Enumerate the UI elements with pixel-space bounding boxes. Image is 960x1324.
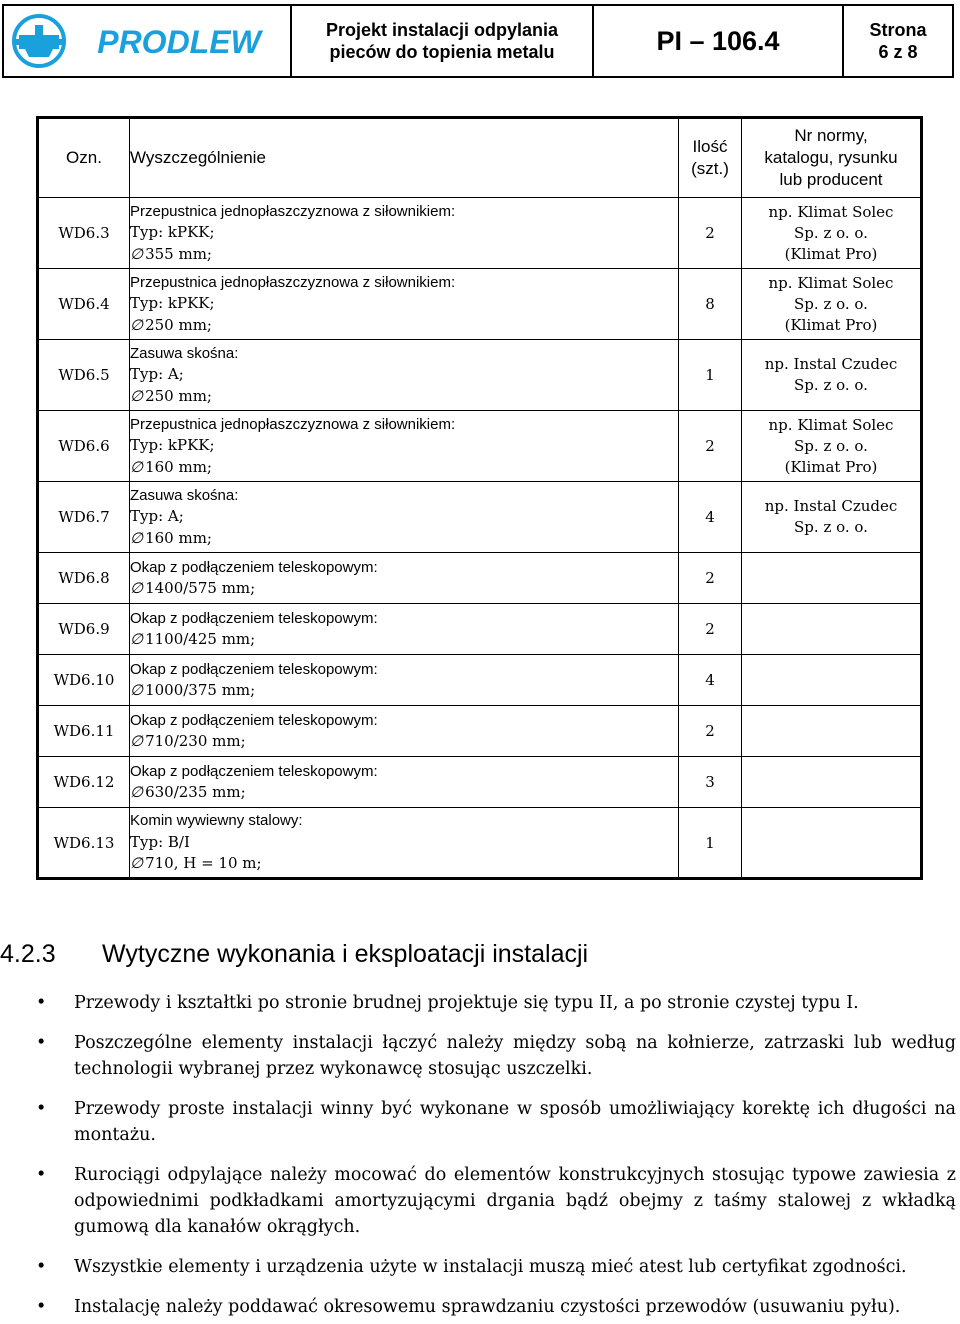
project-title-line2: pieców do topienia metalu — [329, 42, 555, 62]
item-dimension — [130, 528, 678, 550]
row-quantity: 4 — [679, 655, 742, 706]
list-item — [36, 1096, 956, 1148]
row-designation: WD6.6 — [38, 411, 130, 482]
producer-line: Sp. z o. o. — [794, 436, 868, 455]
row-producer — [742, 553, 922, 604]
section-number: 4.2.3 — [0, 940, 56, 968]
row-description — [130, 411, 679, 482]
diameter-symbol-icon: ∅ — [130, 386, 144, 405]
item-name: Przepustnica jednopłaszczyznowa z siłownikiem: — [130, 415, 456, 433]
list-item-text: Przewody i kształtki po stronie brudnej projektuje się typu II, a po stronie czystej typu I. — [74, 993, 859, 1013]
item-name: Okap z podłączeniem teleskopowym: — [130, 711, 378, 729]
producer-line: np. Instal Czudec — [764, 497, 898, 515]
row-quantity: 8 — [679, 269, 742, 340]
item-dimension — [130, 315, 678, 337]
producer-line: np. Klimat Solec — [768, 273, 894, 292]
row-description — [130, 655, 679, 706]
item-name: Okap z podłączeniem teleskopowym: — [130, 609, 378, 627]
item-name: Komin wywiewny stalowy: — [130, 812, 303, 830]
header-quantity-line2: (szt.) — [691, 159, 729, 178]
row-designation: WD6.5 — [38, 340, 130, 411]
list-item — [36, 1294, 956, 1320]
diameter-symbol-icon: ∅ — [130, 579, 144, 597]
row-designation: WD6.9 — [38, 604, 130, 655]
diameter-symbol-icon: ∅ — [130, 528, 144, 547]
bullet-dot-icon: • — [36, 1033, 47, 1053]
item-type: Typ: A; — [130, 365, 184, 384]
row-quantity: 1 — [679, 340, 742, 411]
row-designation: WD6.7 — [38, 482, 130, 553]
producer-line: (Klimat Pro) — [784, 244, 878, 263]
item-dimension-value: 1000/375 mm; — [145, 681, 256, 699]
row-quantity: 3 — [679, 757, 742, 808]
row-designation: WD6.12 — [38, 757, 130, 808]
table-row — [38, 411, 922, 482]
producer-line: Sp. z o. o. — [794, 518, 868, 536]
diameter-symbol-icon: ∅ — [130, 732, 144, 750]
item-dimension-value: 1100/425 mm; — [145, 630, 256, 648]
table-row — [38, 269, 922, 340]
row-description — [130, 757, 679, 808]
item-dimension — [130, 244, 678, 266]
row-quantity: 2 — [679, 198, 742, 269]
prodlew-logo-icon — [7, 11, 287, 71]
page-label: Strona — [869, 20, 927, 40]
project-title-cell — [292, 6, 594, 76]
row-quantity: 4 — [679, 482, 742, 553]
item-type: Typ: A; — [130, 507, 184, 526]
row-description — [130, 553, 679, 604]
header-ozn: Ozn. — [38, 118, 130, 198]
specification-table — [36, 116, 923, 880]
bullet-dot-icon: • — [36, 993, 47, 1013]
item-dimension-value: 710, H = 10 m; — [145, 854, 262, 873]
item-name: Zasuwa skośna: — [130, 344, 239, 362]
table-row — [38, 482, 922, 553]
item-type: Typ: kPKK; — [130, 436, 215, 455]
row-designation: WD6.3 — [38, 198, 130, 269]
item-dimension — [130, 731, 678, 753]
row-producer — [742, 340, 922, 411]
row-producer — [742, 411, 922, 482]
item-dimension-value: 355 mm; — [145, 244, 212, 263]
diameter-symbol-icon: ∅ — [130, 315, 144, 334]
producer-line: Sp. z o. o. — [794, 376, 868, 394]
item-dimension-value: 160 mm; — [145, 528, 212, 547]
item-dimension — [130, 457, 678, 479]
item-dimension — [130, 853, 678, 875]
guidelines-list — [36, 990, 956, 1320]
row-producer — [742, 808, 922, 879]
row-description — [130, 269, 679, 340]
list-item-text: Instalację należy poddawać okresowemu sprawdzaniu czystości przewodów (usuwaniu pyłu). — [74, 1297, 901, 1317]
row-producer — [742, 706, 922, 757]
producer-line: np. Klimat Solec — [768, 202, 894, 221]
producer-line: Sp. z o. o. — [794, 223, 868, 242]
row-quantity: 2 — [679, 411, 742, 482]
row-producer — [742, 198, 922, 269]
header-description: Wyszczególnienie — [130, 118, 679, 198]
item-dimension-value: 160 mm; — [145, 457, 212, 476]
row-quantity: 1 — [679, 808, 742, 879]
list-item — [36, 990, 956, 1016]
diameter-symbol-icon: ∅ — [130, 681, 144, 699]
diameter-symbol-icon: ∅ — [130, 244, 144, 263]
table-row — [38, 604, 922, 655]
row-description — [130, 604, 679, 655]
bullet-dot-icon: • — [36, 1297, 47, 1317]
row-description — [130, 706, 679, 757]
item-dimension — [130, 578, 678, 600]
item-dimension-value: 710/230 mm; — [145, 732, 246, 750]
row-description — [130, 808, 679, 879]
row-designation: WD6.10 — [38, 655, 130, 706]
item-dimension — [130, 386, 678, 408]
header-quantity-line1: Ilość — [692, 137, 728, 156]
item-dimension-value: 1400/575 mm; — [145, 579, 256, 597]
section-title: Wytyczne wykonania i eksploatacji instalacji — [102, 940, 589, 968]
header-quantity — [679, 118, 742, 198]
row-quantity: 2 — [679, 706, 742, 757]
list-item — [36, 1030, 956, 1082]
logo-text: PRODLEW — [97, 24, 261, 60]
row-producer — [742, 655, 922, 706]
row-producer — [742, 604, 922, 655]
row-description — [130, 340, 679, 411]
page-value: 6 z 8 — [878, 42, 918, 62]
document-header — [2, 4, 954, 78]
item-type: Typ: B/I — [130, 832, 190, 851]
diameter-symbol-icon: ∅ — [130, 630, 144, 648]
list-item-text: Przewody proste instalacji winny być wykonane w sposób umożliwiający korektę ich długości na montażu. — [74, 1099, 956, 1145]
table-row — [38, 553, 922, 604]
bullet-dot-icon: • — [36, 1257, 47, 1277]
list-item — [36, 1162, 956, 1240]
producer-line: np. Klimat Solec — [768, 415, 894, 434]
bullet-dot-icon: • — [36, 1099, 47, 1119]
header-norm-line2: katalogu, rysunku — [764, 148, 898, 167]
row-designation: WD6.4 — [38, 269, 130, 340]
row-producer — [742, 482, 922, 553]
item-name: Okap z podłączeniem teleskopowym: — [130, 660, 378, 678]
item-name: Okap z podłączeniem teleskopowym: — [130, 558, 378, 576]
row-designation: WD6.11 — [38, 706, 130, 757]
producer-line: (Klimat Pro) — [784, 457, 878, 476]
header-norm-line1: Nr normy, — [794, 126, 868, 145]
item-name: Zasuwa skośna: — [130, 486, 239, 504]
item-dimension-value: 250 mm; — [145, 315, 212, 334]
row-description — [130, 482, 679, 553]
list-item-text: Poszczególne elementy instalacji łączyć należy między sobą na kołnierze, zatrzaski lub według technologii wybranej przez wykonawcę stosując uszczelki. — [74, 1033, 956, 1079]
table-row — [38, 655, 922, 706]
row-quantity: 2 — [679, 553, 742, 604]
item-dimension-value: 630/235 mm; — [145, 783, 246, 801]
bullet-dot-icon: • — [36, 1165, 47, 1185]
row-description — [130, 198, 679, 269]
table-row — [38, 808, 922, 879]
list-item-text: Wszystkie elementy i urządzenia użyte w instalacji muszą mieć atest lub certyfikat zgodności. — [74, 1257, 907, 1277]
producer-line: Sp. z o. o. — [794, 294, 868, 313]
item-type: Typ: kPKK; — [130, 294, 215, 313]
table-row — [38, 706, 922, 757]
table-row — [38, 757, 922, 808]
diameter-symbol-icon: ∅ — [130, 854, 144, 873]
item-name: Okap z podłączeniem teleskopowym: — [130, 762, 378, 780]
row-designation: WD6.13 — [38, 808, 130, 879]
item-dimension — [130, 680, 678, 702]
row-designation: WD6.8 — [38, 553, 130, 604]
header-norm — [742, 118, 922, 198]
item-dimension — [130, 629, 678, 651]
producer-line: (Klimat Pro) — [784, 315, 878, 334]
list-item — [36, 1254, 956, 1280]
diameter-symbol-icon: ∅ — [130, 457, 144, 476]
row-quantity: 2 — [679, 604, 742, 655]
row-producer — [742, 269, 922, 340]
item-name: Przepustnica jednopłaszczyznowa z siłownikiem: — [130, 273, 456, 291]
item-dimension-value: 250 mm; — [145, 386, 212, 405]
item-name: Przepustnica jednopłaszczyznowa z siłownikiem: — [130, 202, 456, 220]
list-item-text: Rurociągi odpylające należy mocować do elementów konstrukcyjnych stosując typowe zawiesia z odpowiednimi podkładkami amortyzującymi drgania bądź obejmy z taśmy stalowej z wkładką gumową dla kanałów okrągłych. — [74, 1165, 956, 1237]
table-header-row — [38, 118, 922, 198]
producer-line: np. Instal Czudec — [764, 355, 898, 373]
diameter-symbol-icon: ∅ — [130, 783, 144, 801]
document-code: PI – 106.4 — [594, 6, 844, 76]
logo-cell — [4, 6, 292, 76]
item-type: Typ: kPKK; — [130, 223, 215, 242]
project-title-line1: Projekt instalacji odpylania — [325, 20, 559, 40]
table-row — [38, 340, 922, 411]
row-producer — [742, 757, 922, 808]
header-norm-line3: lub producent — [779, 170, 883, 189]
table-row — [38, 198, 922, 269]
item-dimension — [130, 782, 678, 804]
page-number-cell — [844, 6, 952, 76]
